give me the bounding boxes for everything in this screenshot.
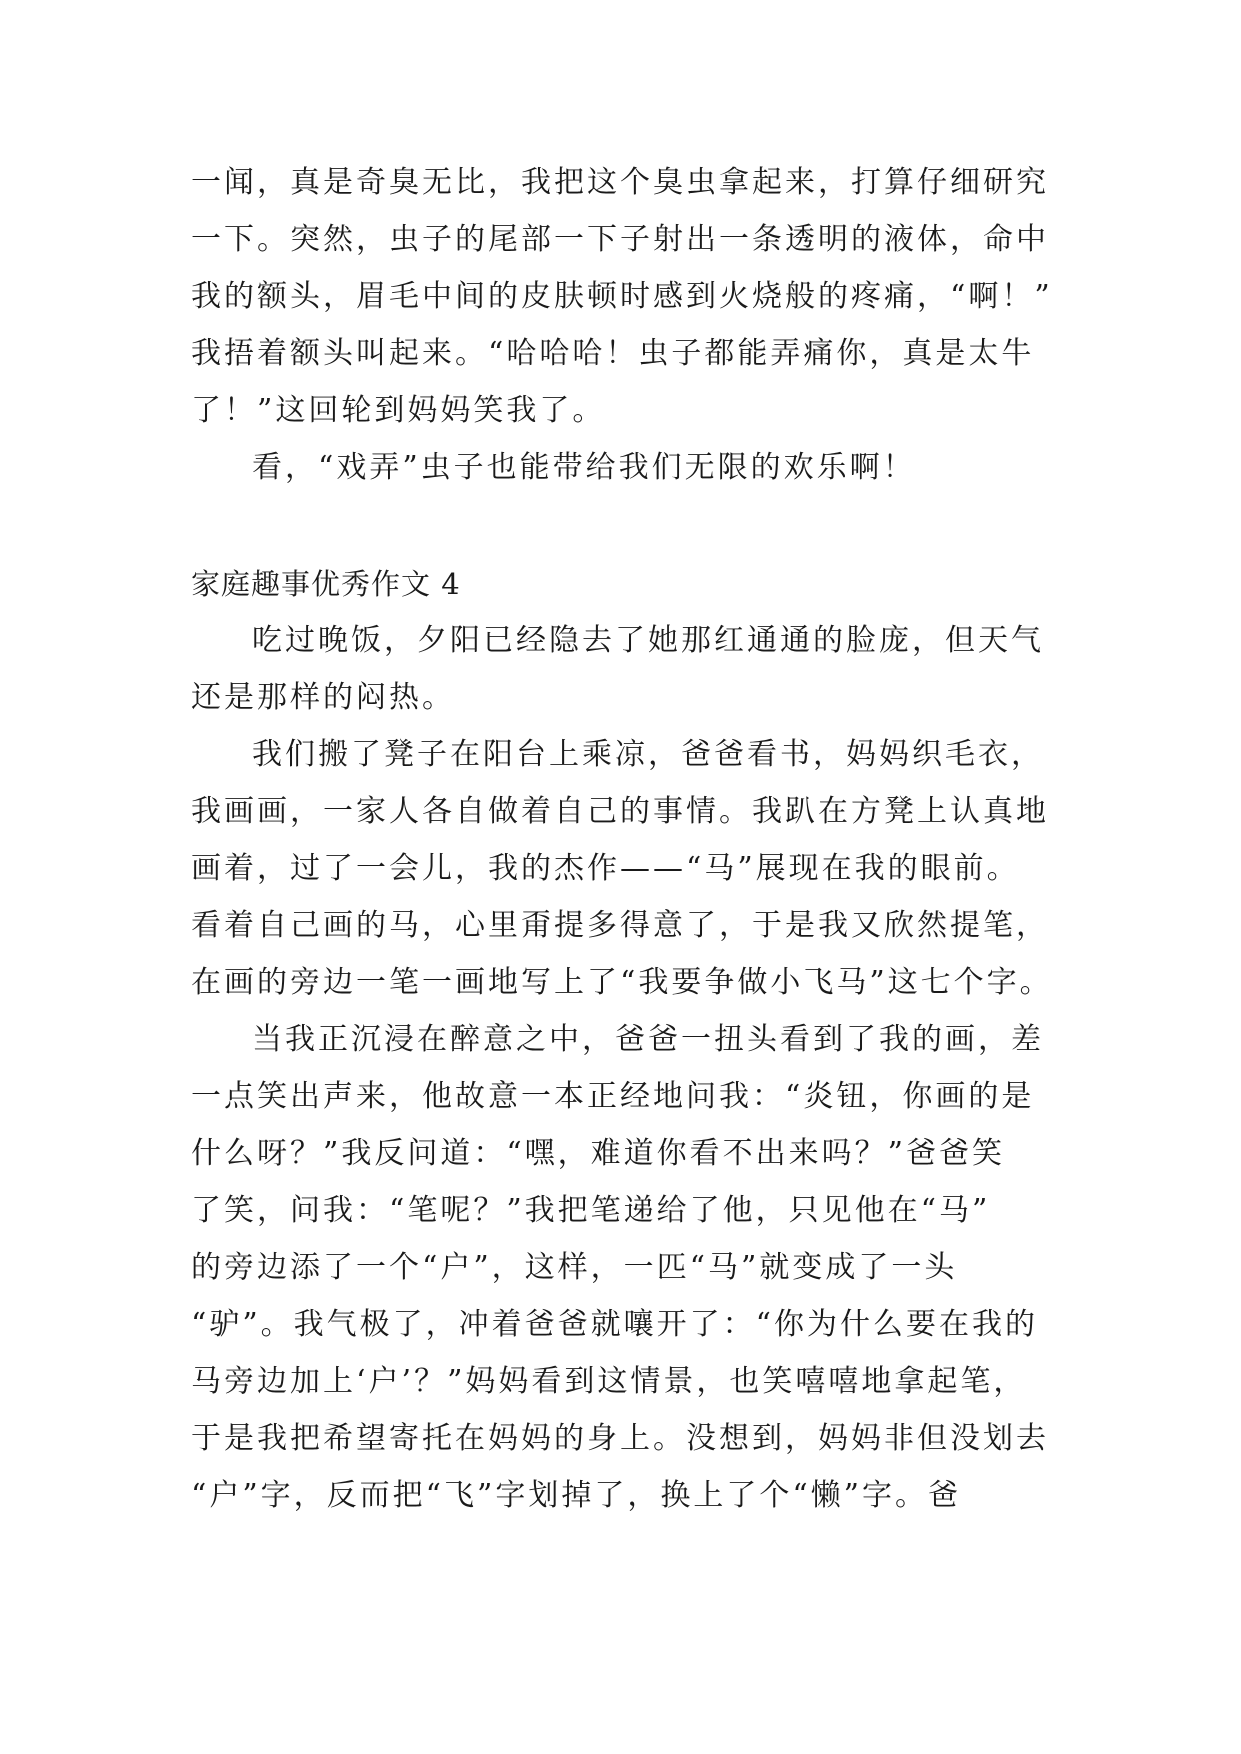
text-line: 一下。突然，虫子的尾部一下子射出一条透明的液体，命中 bbox=[191, 222, 1049, 257]
text-line: 我捂着额头叫起来。“哈哈哈！虫子都能弄痛你，真是太牛 bbox=[191, 336, 1035, 371]
text-line: 我们搬了凳子在阳台上乘凉，爸爸看书，妈妈织毛衣， bbox=[252, 737, 1044, 772]
text-line: “户”字，反而把“飞”字划掉了，换上了个“懒”字。爸 bbox=[191, 1478, 962, 1513]
text-line: 当我正沉浸在醉意之中，爸爸一扭头看到了我的画，差 bbox=[252, 1022, 1044, 1057]
section-heading: 家庭趣事优秀作文 4 bbox=[191, 567, 461, 601]
text-line: 了笑，问我：“笔呢？”我把笔递给了他，只见他在“马” bbox=[191, 1193, 991, 1228]
text-line: 于是我把希望寄托在妈妈的身上。没想到，妈妈非但没划去 bbox=[191, 1421, 1049, 1456]
text-line: 我画画，一家人各自做着自己的事情。我趴在方凳上认真地 bbox=[191, 794, 1049, 829]
text-line: 我的额头，眉毛中间的皮肤顿时感到火烧般的疼痛，“啊！” bbox=[191, 279, 1053, 314]
text-line: 马旁边加上‘户’？”妈妈看到这情景，也笑嘻嘻地拿起笔， bbox=[191, 1364, 1027, 1399]
text-line: 了！”这回轮到妈妈笑我了。 bbox=[191, 393, 606, 428]
text-line: 的旁边添了一个“户”，这样，一匹“马”就变成了一头 bbox=[191, 1250, 958, 1285]
text-line: 吃过晚饭，夕阳已经隐去了她那红通通的脸庞，但天气 bbox=[252, 623, 1044, 658]
text-line: 一闻，真是奇臭无比，我把这个臭虫拿起来，打算仔细研究 bbox=[191, 165, 1049, 200]
text-line: 什么呀？”我反问道：“嘿，难道你看不出来吗？”爸爸笑 bbox=[191, 1136, 1006, 1171]
text-line: 看着自己画的马，心里甭提多得意了，于是我又欣然提笔， bbox=[191, 908, 1049, 943]
text-line: 看，“戏弄”虫子也能带给我们无限的欢乐啊！ bbox=[252, 450, 916, 485]
text-line: “驴”。我气极了，冲着爸爸就嚷开了：“你为什么要在我的 bbox=[191, 1307, 1039, 1342]
text-line: 在画的旁边一笔一画地写上了“我要争做小飞马”这七个字。 bbox=[191, 965, 1053, 1000]
text-line: 一点笑出声来，他故意一本正经地问我：“炎钮，你画的是 bbox=[191, 1079, 1035, 1114]
text-line: 画着，过了一会儿，我的杰作——“马”展现在我的眼前。 bbox=[191, 851, 1020, 886]
text-line: 还是那样的闷热。 bbox=[191, 680, 455, 715]
